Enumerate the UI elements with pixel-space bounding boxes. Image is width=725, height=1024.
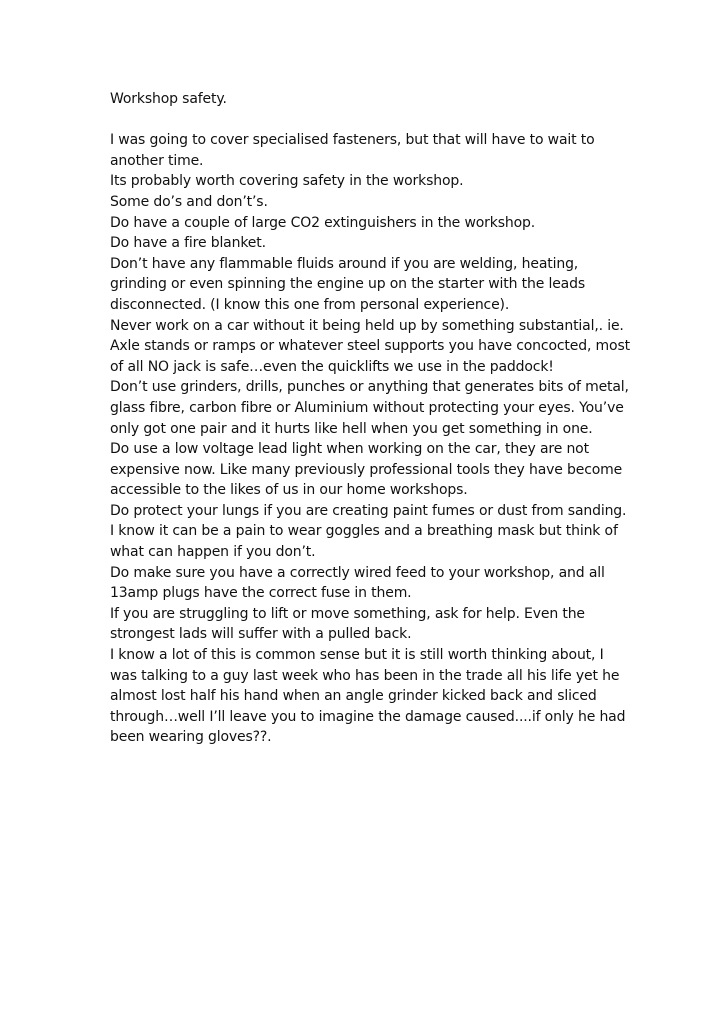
document-title: Workshop safety. <box>110 91 227 107</box>
paragraph-dos-donts: Some do’s and don’t’s. <box>110 193 268 210</box>
paragraph-eye-protection: Don’t use grinders, drills, punches or anything that generates bits of metal, glass fibre, carbon fibre or Aluminium without protecting your eyes. You’ve only got one pair and it hurts like hell when you get something in one. <box>110 379 629 437</box>
document-body <box>110 89 630 748</box>
paragraph-extinguishers: Do have a couple of large CO2 extinguishers in the workshop. <box>110 214 536 231</box>
paragraph-flammable-fluids: Don’t have any flammable fluids around if you are welding, heating, grinding or even spinning the engine up on the starter with the leads disconnected. (I know this one from personal experience). <box>110 255 585 313</box>
paragraph-fire-blanket: Do have a fire blanket. <box>110 235 266 252</box>
paragraph-wiring: Do make sure you have a correctly wired feed to your workshop, and all 13amp plugs have the correct fuse in them. <box>110 564 605 602</box>
paragraph-conclusion: I know a lot of this is common sense but it is still worth thinking about, I was talking to a guy last week who has been in the trade all his life yet he almost lost half his hand when an angle grinder kicked back and sliced through…well I’ll leave you to imagine the damage caused....if only he had been wearing gloves??. <box>110 647 626 746</box>
paragraph-lifting: If you are struggling to lift or move something, ask for help. Even the strongest lads will suffer with a pulled back. <box>110 605 585 643</box>
paragraph-lead-light: Do use a low voltage lead light when working on the car, they are not expensive now. Like many previously professional tools they have become accessible to the likes of us in our home workshops. <box>110 441 623 499</box>
paragraph-car-supports: Never work on a car without it being held up by something substantial,. ie. Axle stands or ramps or whatever steel supports you have concocted, most of all NO jack is safe…even the quicklifts we use in the paddock! <box>110 317 630 375</box>
paragraph-lung-protection: Do protect your lungs if you are creating paint fumes or dust from sanding. I know it can be a pain to wear goggles and a breathing mask but think of what can happen if you don’t. <box>110 502 627 561</box>
paragraph-safety-worth: Its probably worth covering safety in the workshop. <box>110 173 464 190</box>
paragraph-intro: I was going to cover specialised fasteners, but that will have to wait to another time. <box>110 132 595 169</box>
